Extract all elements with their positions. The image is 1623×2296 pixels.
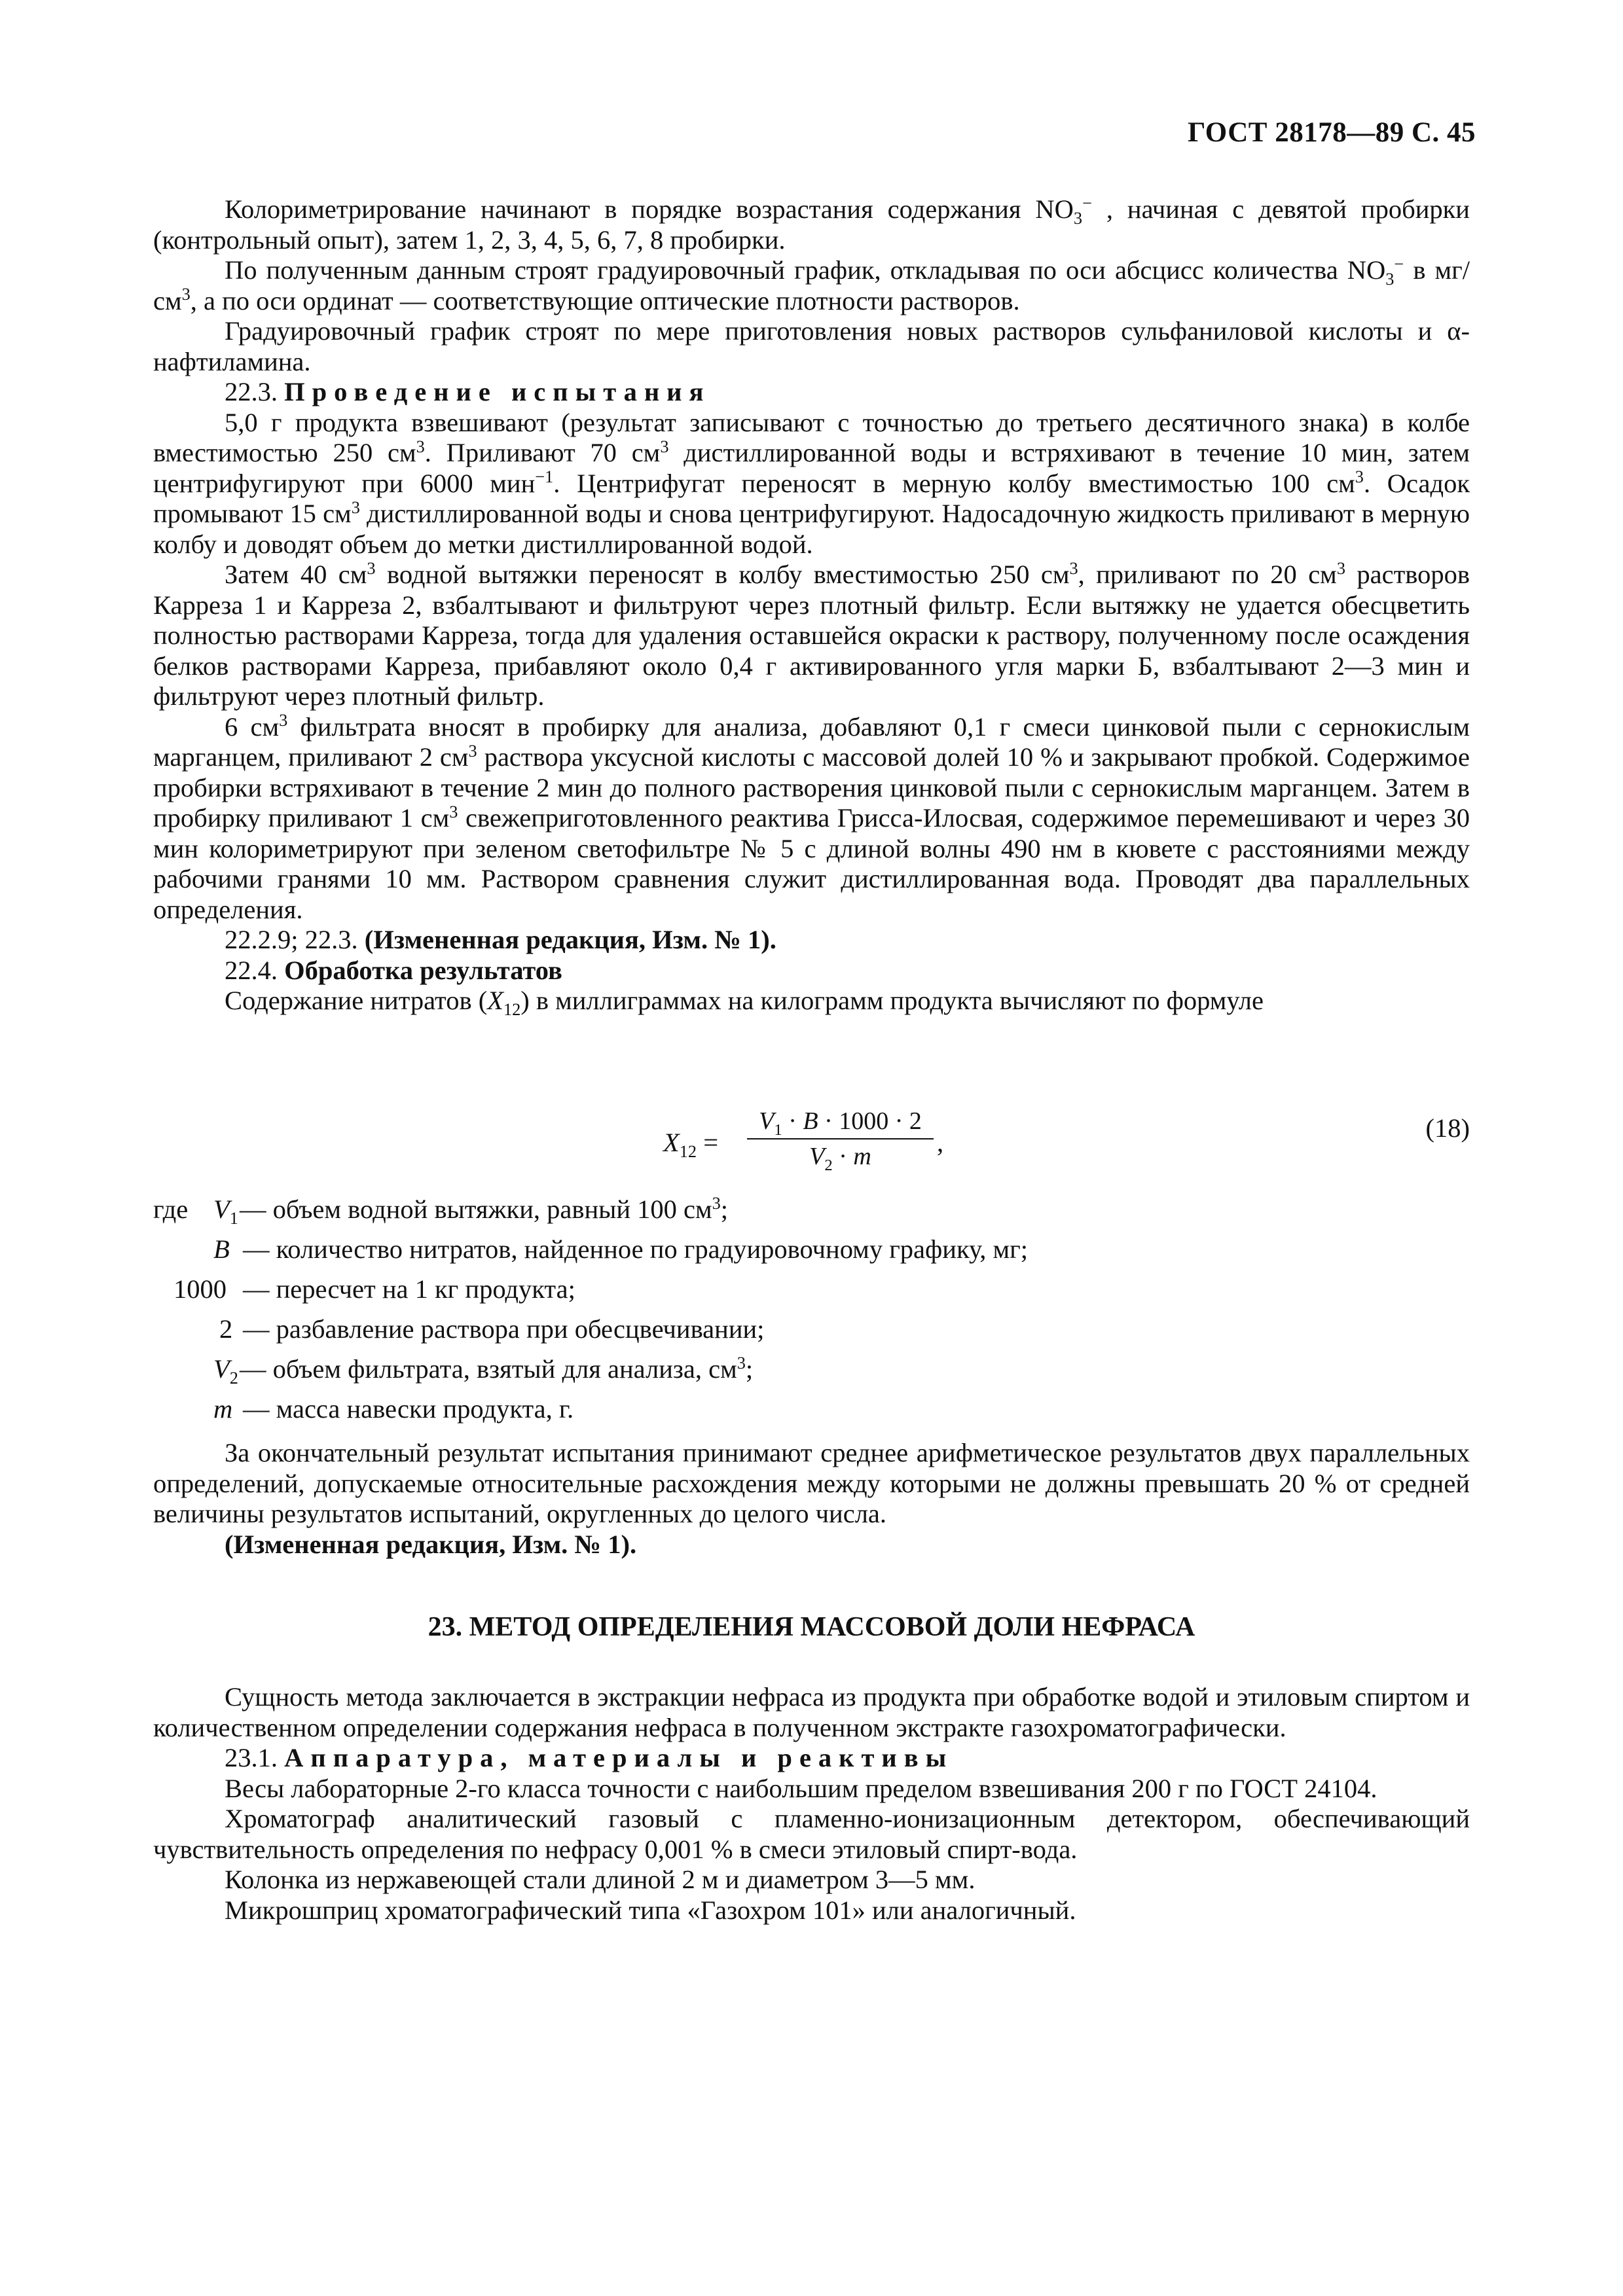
definition-text: — пересчет на 1 кг продукта; <box>243 1274 575 1304</box>
amendment-note-2: (Измененная редакция, Изм. № 1). <box>225 1529 637 1559</box>
section-heading-23-1: 23.1. Аппаратура, материалы и реактивы <box>225 1743 954 1772</box>
definition-symbol: 1000 <box>173 1274 227 1304</box>
section-title-23: 23. МЕТОД ОПРЕДЕЛЕНИЯ МАССОВОЙ ДОЛИ НЕФРАСА <box>428 1612 1195 1642</box>
paragraph-microsyringe: Микрошприц хроматографический типа «Газохром 101» или аналогичный. <box>225 1895 1076 1925</box>
paragraph-colorimetry-order: Колориметрирование начинают в порядке возрастания содержания $NO_3^-$ , начиная с девятой пробирки (контрольный опыт), затем 1, 2, 3, 4, 5, 6, 7, 8 пробирки. <box>153 193 1470 255</box>
definition-text: — объем водной вытяжки, равный 100 $см^3$; <box>240 1193 729 1224</box>
paragraph-scales: Весы лабораторные 2-го класса точности с наибольшим пределом взвешивания 200 г по ГОСТ 24104. <box>225 1773 1377 1803</box>
definition-text: — разбавление раствора при обесцвечивании; <box>243 1314 765 1344</box>
definition-symbol: $V_1$ <box>213 1194 238 1229</box>
formula-lhs: $X_{12}$ = <box>663 1128 719 1162</box>
text-block-1 <box>153 193 1470 1020</box>
paragraph-calibration-graph: По полученным данным строят градуировочный график, откладывая по оси абсцисс количества $NO_3^-$ в $мг/см^3$, а по оси ординат — соответствующие оптические плотности растворов. <box>153 254 1470 315</box>
section-heading-22-4: 22.4. Обработка результатов <box>225 955 562 985</box>
definition-symbol: $V_2$ <box>213 1354 238 1388</box>
paragraph-chromatograph: Хроматограф аналитический газовый с пламенно-ионизационным детектором, обеспечивающий чувствительность определения по нефрасу 0,001 % в смеси этиловый спирт-вода. <box>153 1804 1470 1864</box>
definition-text: — объем фильтрата, взятый для анализа, $см^3$; <box>240 1353 754 1384</box>
amendment-note-1: 22.2.9; 22.3. (Измененная редакция, Изм. № 1). <box>225 925 776 954</box>
paragraph-carrez-clarification: Затем 40 $см^3$ водной вытяжки переносят в колбу вместимостью 250 $см^3$, приливают по 20 $см^3$ растворов Карреза 1 и Карреза 2, взбалтывают и фильтруют через плотный фильтр. Если вытяжку не удается обесцветить полностью растворами Карреза, тогда для удаления оставшейся окраски к раствору, полученному после осаждения белков растворами Карреза, прибавляют около 0,4 г активированного угля марки Б, взбалтывают 2—3 мин и фильтруют через плотный фильтр. <box>153 558 1470 711</box>
definition-text: — масса навески продукта, г. <box>243 1394 574 1424</box>
paragraph-filtrate-analysis: 6 $см^3$ фильтрата вносят в пробирку для анализа, добавляют 0,1 г смеси цинковой пыли с сернокислым марганцем, приливают 2 $см^3$ раствора уксусной кислоты с массовой долей 10 % и закрывают пробкой. Содержимое пробирки встряхивают в течение 2 мин до полного растворения цинковой пыли с сернокислым марганцем. Затем в пробирку приливают 1 $см^3$ свежеприготовленного реактива Грисса-Илосвая, содержимое перемешивают и через 30 мин колориметрируют при зеленом светофильтре № 5 с длиной волны 490 нм в кювете с расстояниями между рабочими гранями 10 мм. Раствором сравнения служит дистиллированная вода. Проводят два параллельных определения. <box>153 711 1470 924</box>
paragraph-method-essence: Сущность метода заключается в экстракции нефраса из продукта при обработке водой и этиловым спиртом и количественном определении содержания нефраса в полученном экстракте газохроматографически. <box>153 1682 1470 1742</box>
formula-fraction <box>747 1106 934 1172</box>
running-head: ГОСТ 28178—89 С. 45 <box>1187 117 1476 148</box>
formula-18 <box>663 1106 1470 1178</box>
where-lead: где <box>153 1194 189 1224</box>
paragraph-final-result: За окончательный результат испытания принимают среднее арифметическое результатов двух параллельных определений, допускаемые относительные расхождения между которыми не должны превышать 20 % от средней величины результатов испытаний, округленных до целого числа. <box>153 1438 1470 1528</box>
paragraph-sample-weighing: 5,0 г продукта взвешивают (результат записывают с точностью до третьего десятичного знака) в колбе вместимостью 250 $см^3$. Приливают 70 $см^3$ дистиллированной воды и встряхивают в течение 10 мин, затем центрифугируют при 6000 мин$^{-1}$. Центрифугат переносят в мерную колбу вместимостью 100 $см^3$. Осадок промывают 15 $см^3$ дистиллированной воды и снова центрифугируют. Надосадочную жидкость приливают в мерную колбу и доводят объем до метки дистиллированной водой. <box>153 407 1470 559</box>
paragraph-column: Колонка из нержавеющей стали длиной 2 м и диаметром 3—5 мм. <box>225 1865 976 1894</box>
definition-symbol: m <box>213 1394 233 1424</box>
definition-symbol: B <box>213 1234 230 1264</box>
formula-numerator: $V_1 \cdot B \cdot 1000 \cdot 2$ <box>759 1107 922 1139</box>
section-heading-22-3: 22.3. Проведение испытания <box>225 377 711 406</box>
paragraph-nitrate-formula-intro: Содержание нитратов $(X_{12})$ в миллиграммах на килограмм продукта вычисляют по формуле <box>225 986 1264 1020</box>
text-block-2 <box>153 1438 1470 1560</box>
equation-number: (18) <box>1425 1113 1470 1143</box>
definition-symbol: 2 <box>219 1314 233 1344</box>
definition-text: — количество нитратов, найденное по градуировочному графику, мг; <box>243 1234 1028 1264</box>
text-block-3 <box>153 1682 1470 1926</box>
formula-denominator: $V_2 \cdot m$ <box>809 1143 871 1174</box>
paragraph-graph-construction: Градуировочный график строят по мере приготовления новых растворов сульфаниловой кислоты и α-нафтиламина. <box>153 316 1470 376</box>
formula-comma: , <box>937 1128 944 1157</box>
